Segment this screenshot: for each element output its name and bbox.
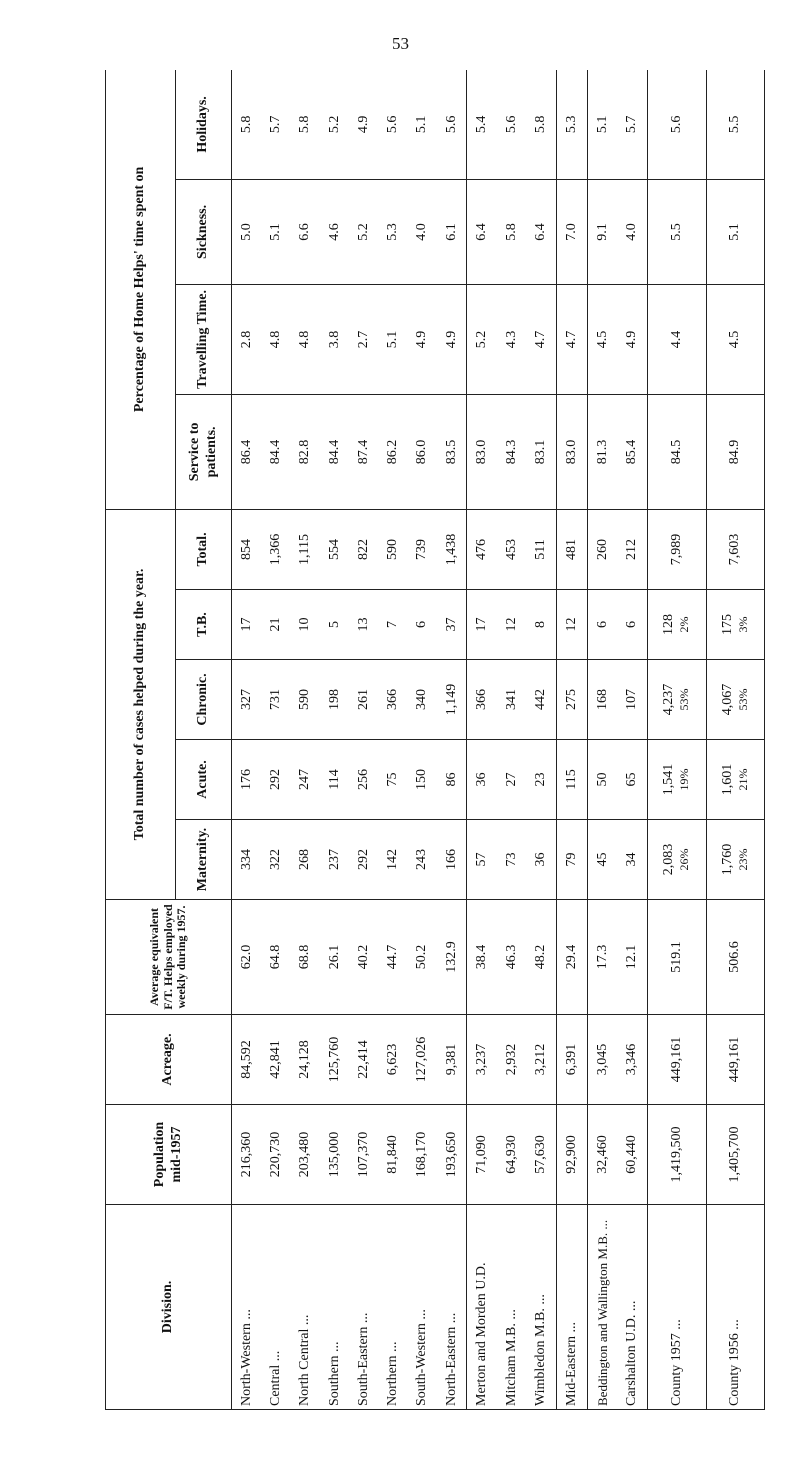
chronic-value: 4,237 bbox=[661, 683, 677, 716]
holidays-cell: 5.5 bbox=[706, 70, 765, 179]
sickness-cell: 5.3 bbox=[378, 179, 407, 284]
chronic-cell bbox=[648, 660, 706, 740]
service-cell: 83.0 bbox=[556, 394, 587, 509]
header-holidays: Holidays. bbox=[176, 70, 232, 179]
acreage-cell: 22,414 bbox=[349, 1015, 378, 1105]
holidays-cell: 5.6 bbox=[497, 70, 526, 179]
total-cell: 1,438 bbox=[437, 509, 467, 589]
chronic-cell: 341 bbox=[497, 660, 526, 740]
division-cell: Southern ... bbox=[320, 1205, 349, 1410]
division-cell: North-Western ... bbox=[232, 1205, 262, 1410]
division-cell: South-Western ... bbox=[408, 1205, 437, 1410]
tb-percent: 2% bbox=[677, 616, 692, 633]
total-cell: 1,366 bbox=[262, 509, 291, 589]
table-row bbox=[648, 70, 706, 1410]
travel-cell: 4.5 bbox=[587, 284, 617, 394]
maternity-cell: 334 bbox=[232, 820, 262, 900]
service-cell: 84.9 bbox=[706, 394, 765, 509]
total-cell: 7,603 bbox=[706, 509, 765, 589]
total-cell: 476 bbox=[467, 509, 497, 589]
acreage-cell: 449,161 bbox=[648, 1015, 706, 1105]
service-cell: 86.2 bbox=[378, 394, 407, 509]
acute-cell: 36 bbox=[467, 740, 497, 820]
table-row bbox=[467, 70, 497, 1410]
division-cell: County 1957 ... bbox=[648, 1205, 706, 1410]
maternity-percent: 23% bbox=[735, 848, 750, 871]
rotated-content bbox=[105, 70, 765, 1410]
travel-cell: 4.5 bbox=[706, 284, 765, 394]
total-cell: 511 bbox=[526, 509, 556, 589]
table-row bbox=[497, 70, 526, 1410]
table-row bbox=[587, 70, 617, 1410]
tb-cell: 12 bbox=[497, 590, 526, 660]
table-row bbox=[437, 70, 467, 1410]
holidays-cell: 5.7 bbox=[617, 70, 647, 179]
division-cell: Mid-Eastern ... bbox=[556, 1205, 587, 1410]
avg-cell: 506.6 bbox=[706, 900, 765, 1015]
sickness-cell: 5.5 bbox=[648, 179, 706, 284]
sickness-cell: 7.0 bbox=[556, 179, 587, 284]
maternity-value: 2,083 bbox=[661, 843, 677, 876]
table-row bbox=[556, 70, 587, 1410]
maternity-percent: 26% bbox=[677, 848, 692, 871]
travel-cell: 4.9 bbox=[437, 284, 467, 394]
tb-cell bbox=[706, 590, 765, 660]
acute-cell: 86 bbox=[437, 740, 467, 820]
holidays-cell: 5.1 bbox=[587, 70, 617, 179]
tb-cell bbox=[648, 590, 706, 660]
service-cell: 84.3 bbox=[497, 394, 526, 509]
holidays-cell: 5.8 bbox=[526, 70, 556, 179]
maternity-cell: 73 bbox=[497, 820, 526, 900]
holidays-cell: 5.6 bbox=[378, 70, 407, 179]
total-cell: 260 bbox=[587, 509, 617, 589]
avg-cell: 38.4 bbox=[467, 900, 497, 1015]
division-cell: Beddington and Wallington M.B. ... bbox=[587, 1205, 617, 1410]
avg-cell: 519.1 bbox=[648, 900, 706, 1015]
tb-cell: 7 bbox=[378, 590, 407, 660]
avg-cell: 64.8 bbox=[262, 900, 291, 1015]
header-total-cases-group: Total number of cases helped during the year. bbox=[106, 509, 176, 899]
header-avg-equivalent: Average equivalent F/T. Helps employed weekly during 1957. bbox=[106, 900, 232, 1015]
division-cell: Northern ... bbox=[378, 1205, 407, 1410]
acute-cell: 115 bbox=[556, 740, 587, 820]
service-cell: 86.0 bbox=[408, 394, 437, 509]
table-row bbox=[232, 70, 262, 1410]
acreage-cell: 6,391 bbox=[556, 1015, 587, 1105]
total-cell: 7,989 bbox=[648, 509, 706, 589]
avg-cell: 46.3 bbox=[497, 900, 526, 1015]
sickness-cell: 5.1 bbox=[706, 179, 765, 284]
header-population: Population mid-1957 bbox=[106, 1105, 232, 1205]
holidays-cell: 5.4 bbox=[467, 70, 497, 179]
acute-cell: 247 bbox=[291, 740, 320, 820]
tb-cell: 5 bbox=[320, 590, 349, 660]
maternity-cell: 166 bbox=[437, 820, 467, 900]
population-cell: 57,630 bbox=[526, 1105, 556, 1205]
service-cell: 83.5 bbox=[437, 394, 467, 509]
avg-cell: 48.2 bbox=[526, 900, 556, 1015]
maternity-cell: 268 bbox=[291, 820, 320, 900]
total-cell: 212 bbox=[617, 509, 647, 589]
travel-cell: 4.7 bbox=[526, 284, 556, 394]
population-cell: 135,000 bbox=[320, 1105, 349, 1205]
chronic-cell bbox=[706, 660, 765, 740]
acreage-cell: 449,161 bbox=[706, 1015, 765, 1105]
acute-cell: 150 bbox=[408, 740, 437, 820]
travel-cell: 4.4 bbox=[648, 284, 706, 394]
table-row bbox=[526, 70, 556, 1410]
maternity-cell: 36 bbox=[526, 820, 556, 900]
total-cell: 453 bbox=[497, 509, 526, 589]
acreage-cell: 3,212 bbox=[526, 1015, 556, 1105]
tb-cell: 17 bbox=[467, 590, 497, 660]
total-cell: 481 bbox=[556, 509, 587, 589]
acreage-cell: 6,623 bbox=[378, 1015, 407, 1105]
chronic-cell: 442 bbox=[526, 660, 556, 740]
population-cell: 92,900 bbox=[556, 1105, 587, 1205]
header-percentage-group: Percentage of Home Helps' time spent on bbox=[106, 70, 176, 509]
holidays-cell: 5.3 bbox=[556, 70, 587, 179]
chronic-cell: 1,149 bbox=[437, 660, 467, 740]
service-cell: 81.3 bbox=[587, 394, 617, 509]
sickness-cell: 5.1 bbox=[262, 179, 291, 284]
chronic-cell: 590 bbox=[291, 660, 320, 740]
total-cell: 1,115 bbox=[291, 509, 320, 589]
header-maternity: Maternity. bbox=[176, 820, 232, 900]
maternity-cell bbox=[648, 820, 706, 900]
chronic-percent: 53% bbox=[677, 688, 692, 711]
acreage-cell: 2,932 bbox=[497, 1015, 526, 1105]
chronic-cell: 261 bbox=[349, 660, 378, 740]
page-number: 53 bbox=[392, 34, 409, 53]
acute-cell bbox=[648, 740, 706, 820]
sickness-cell: 6.4 bbox=[526, 179, 556, 284]
holidays-cell: 5.7 bbox=[262, 70, 291, 179]
travel-cell: 4.9 bbox=[408, 284, 437, 394]
acute-cell: 23 bbox=[526, 740, 556, 820]
chronic-cell: 366 bbox=[467, 660, 497, 740]
table-row bbox=[320, 70, 349, 1410]
table-row bbox=[262, 70, 291, 1410]
header-sickness: Sickness. bbox=[176, 179, 232, 284]
chronic-cell: 340 bbox=[408, 660, 437, 740]
chronic-cell: 107 bbox=[617, 660, 647, 740]
acute-cell: 256 bbox=[349, 740, 378, 820]
total-cell: 739 bbox=[408, 509, 437, 589]
rotated-table-frame bbox=[105, 70, 765, 1410]
division-cell: Wimbledon M.B. ... bbox=[526, 1205, 556, 1410]
total-cell: 554 bbox=[320, 509, 349, 589]
table-row bbox=[349, 70, 378, 1410]
table-row bbox=[617, 70, 647, 1410]
acreage-cell: 3,045 bbox=[587, 1015, 617, 1105]
header-service: Service to patients. bbox=[176, 394, 232, 509]
travel-cell: 2.8 bbox=[232, 284, 262, 394]
holidays-cell: 5.8 bbox=[291, 70, 320, 179]
maternity-cell: 45 bbox=[587, 820, 617, 900]
maternity-cell bbox=[706, 820, 765, 900]
population-cell: 1,405,700 bbox=[706, 1105, 765, 1205]
avg-cell: 40.2 bbox=[349, 900, 378, 1015]
tb-cell: 10 bbox=[291, 590, 320, 660]
tb-cell: 13 bbox=[349, 590, 378, 660]
holidays-cell: 5.8 bbox=[232, 70, 262, 179]
tb-cell: 8 bbox=[526, 590, 556, 660]
holidays-cell: 5.6 bbox=[437, 70, 467, 179]
tb-cell: 6 bbox=[617, 590, 647, 660]
acute-cell: 50 bbox=[587, 740, 617, 820]
maternity-cell: 322 bbox=[262, 820, 291, 900]
division-cell: North Central ... bbox=[291, 1205, 320, 1410]
service-cell: 83.1 bbox=[526, 394, 556, 509]
travel-cell: 4.8 bbox=[262, 284, 291, 394]
acute-cell: 292 bbox=[262, 740, 291, 820]
header-acreage: Acreage. bbox=[106, 1015, 232, 1105]
population-cell: 168,170 bbox=[408, 1105, 437, 1205]
maternity-cell: 292 bbox=[349, 820, 378, 900]
table-row bbox=[378, 70, 407, 1410]
sickness-cell: 5.0 bbox=[232, 179, 262, 284]
sickness-cell: 9.1 bbox=[587, 179, 617, 284]
header-chronic: Chronic. bbox=[176, 660, 232, 740]
sickness-cell: 4.0 bbox=[408, 179, 437, 284]
avg-cell: 44.7 bbox=[378, 900, 407, 1015]
acute-cell: 75 bbox=[378, 740, 407, 820]
service-cell: 84.4 bbox=[320, 394, 349, 509]
tb-cell: 17 bbox=[232, 590, 262, 660]
header-total: Total. bbox=[176, 509, 232, 589]
population-cell: 216,360 bbox=[232, 1105, 262, 1205]
population-cell: 64,930 bbox=[497, 1105, 526, 1205]
acute-value: 1,541 bbox=[661, 763, 677, 796]
division-cell: Merton and Morden U.D. bbox=[467, 1205, 497, 1410]
sickness-cell: 4.6 bbox=[320, 179, 349, 284]
maternity-cell: 79 bbox=[556, 820, 587, 900]
population-cell: 71,090 bbox=[467, 1105, 497, 1205]
total-cell: 822 bbox=[349, 509, 378, 589]
chronic-cell: 168 bbox=[587, 660, 617, 740]
division-cell: Mitcham M.B. ... bbox=[497, 1205, 526, 1410]
sickness-cell: 5.2 bbox=[349, 179, 378, 284]
avg-cell: 68.8 bbox=[291, 900, 320, 1015]
tb-value: 175 bbox=[719, 614, 735, 635]
acreage-cell: 3,237 bbox=[467, 1015, 497, 1105]
sickness-cell: 5.8 bbox=[497, 179, 526, 284]
service-cell: 82.8 bbox=[291, 394, 320, 509]
division-cell: South-Eastern ... bbox=[349, 1205, 378, 1410]
sickness-cell: 6.6 bbox=[291, 179, 320, 284]
chronic-cell: 366 bbox=[378, 660, 407, 740]
holidays-cell: 5.2 bbox=[320, 70, 349, 179]
travel-cell: 5.2 bbox=[467, 284, 497, 394]
table-row bbox=[291, 70, 320, 1410]
travel-cell: 4.3 bbox=[497, 284, 526, 394]
population-cell: 193,650 bbox=[437, 1105, 467, 1205]
holidays-cell: 5.6 bbox=[648, 70, 706, 179]
population-cell: 1,419,500 bbox=[648, 1105, 706, 1205]
acute-cell: 65 bbox=[617, 740, 647, 820]
maternity-cell: 243 bbox=[408, 820, 437, 900]
tb-cell: 21 bbox=[262, 590, 291, 660]
division-cell: Carshalton U.D. ... bbox=[617, 1205, 647, 1410]
maternity-cell: 57 bbox=[467, 820, 497, 900]
acute-cell: 176 bbox=[232, 740, 262, 820]
travel-cell: 4.7 bbox=[556, 284, 587, 394]
acreage-cell: 9,381 bbox=[437, 1015, 467, 1105]
header-acute: Acute. bbox=[176, 740, 232, 820]
avg-cell: 12.1 bbox=[617, 900, 647, 1015]
acreage-cell: 84,592 bbox=[232, 1015, 262, 1105]
chronic-cell: 327 bbox=[232, 660, 262, 740]
avg-cell: 132.9 bbox=[437, 900, 467, 1015]
chronic-percent: 53% bbox=[735, 688, 750, 711]
acreage-cell: 127,026 bbox=[408, 1015, 437, 1105]
table-row bbox=[706, 70, 765, 1410]
service-cell: 87.4 bbox=[349, 394, 378, 509]
acute-percent: 21% bbox=[735, 768, 750, 791]
population-cell: 81,840 bbox=[378, 1105, 407, 1205]
travel-cell: 4.8 bbox=[291, 284, 320, 394]
division-cell: North-Eastern ... bbox=[437, 1205, 467, 1410]
travel-cell: 2.7 bbox=[349, 284, 378, 394]
tb-cell: 6 bbox=[408, 590, 437, 660]
sickness-cell: 6.4 bbox=[467, 179, 497, 284]
avg-cell: 17.3 bbox=[587, 900, 617, 1015]
avg-cell: 50.2 bbox=[408, 900, 437, 1015]
acute-cell bbox=[706, 740, 765, 820]
chronic-cell: 198 bbox=[320, 660, 349, 740]
avg-cell: 29.4 bbox=[556, 900, 587, 1015]
acreage-cell: 24,128 bbox=[291, 1015, 320, 1105]
maternity-value: 1,760 bbox=[719, 843, 735, 876]
sickness-cell: 6.1 bbox=[437, 179, 467, 284]
tb-cell: 6 bbox=[587, 590, 617, 660]
population-cell: 32,460 bbox=[587, 1105, 617, 1205]
chronic-value: 4,067 bbox=[719, 683, 735, 716]
division-cell: Central ... bbox=[262, 1205, 291, 1410]
service-cell: 84.5 bbox=[648, 394, 706, 509]
header-division: Division. bbox=[106, 1205, 232, 1410]
maternity-cell: 34 bbox=[617, 820, 647, 900]
acute-percent: 19% bbox=[677, 768, 692, 791]
service-cell: 85.4 bbox=[617, 394, 647, 509]
avg-cell: 62.0 bbox=[232, 900, 262, 1015]
service-cell: 86.4 bbox=[232, 394, 262, 509]
acreage-cell: 3,346 bbox=[617, 1015, 647, 1105]
total-cell: 854 bbox=[232, 509, 262, 589]
home-helps-table bbox=[105, 70, 765, 1410]
tb-value: 128 bbox=[661, 614, 677, 635]
travel-cell: 5.1 bbox=[378, 284, 407, 394]
travel-cell: 4.9 bbox=[617, 284, 647, 394]
population-cell: 203,480 bbox=[291, 1105, 320, 1205]
acreage-cell: 125,760 bbox=[320, 1015, 349, 1105]
chronic-cell: 731 bbox=[262, 660, 291, 740]
total-cell: 590 bbox=[378, 509, 407, 589]
sickness-cell: 4.0 bbox=[617, 179, 647, 284]
acute-value: 1,601 bbox=[719, 763, 735, 796]
header-tb: T.B. bbox=[176, 590, 232, 660]
division-cell: County 1956 ... bbox=[706, 1205, 765, 1410]
avg-cell: 26.1 bbox=[320, 900, 349, 1015]
population-cell: 107,370 bbox=[349, 1105, 378, 1205]
travel-cell: 3.8 bbox=[320, 284, 349, 394]
tb-percent: 3% bbox=[735, 616, 750, 633]
maternity-cell: 237 bbox=[320, 820, 349, 900]
tb-cell: 37 bbox=[437, 590, 467, 660]
table-row bbox=[408, 70, 437, 1410]
acreage-cell: 42,841 bbox=[262, 1015, 291, 1105]
population-cell: 220,730 bbox=[262, 1105, 291, 1205]
header-travelling: Travelling Time. bbox=[176, 284, 232, 394]
acute-cell: 114 bbox=[320, 740, 349, 820]
maternity-cell: 142 bbox=[378, 820, 407, 900]
tb-cell: 12 bbox=[556, 590, 587, 660]
service-cell: 83.0 bbox=[467, 394, 497, 509]
holidays-cell: 4.9 bbox=[349, 70, 378, 179]
population-cell: 60,440 bbox=[617, 1105, 647, 1205]
acute-cell: 27 bbox=[497, 740, 526, 820]
chronic-cell: 275 bbox=[556, 660, 587, 740]
service-cell: 84.4 bbox=[262, 394, 291, 509]
holidays-cell: 5.1 bbox=[408, 70, 437, 179]
